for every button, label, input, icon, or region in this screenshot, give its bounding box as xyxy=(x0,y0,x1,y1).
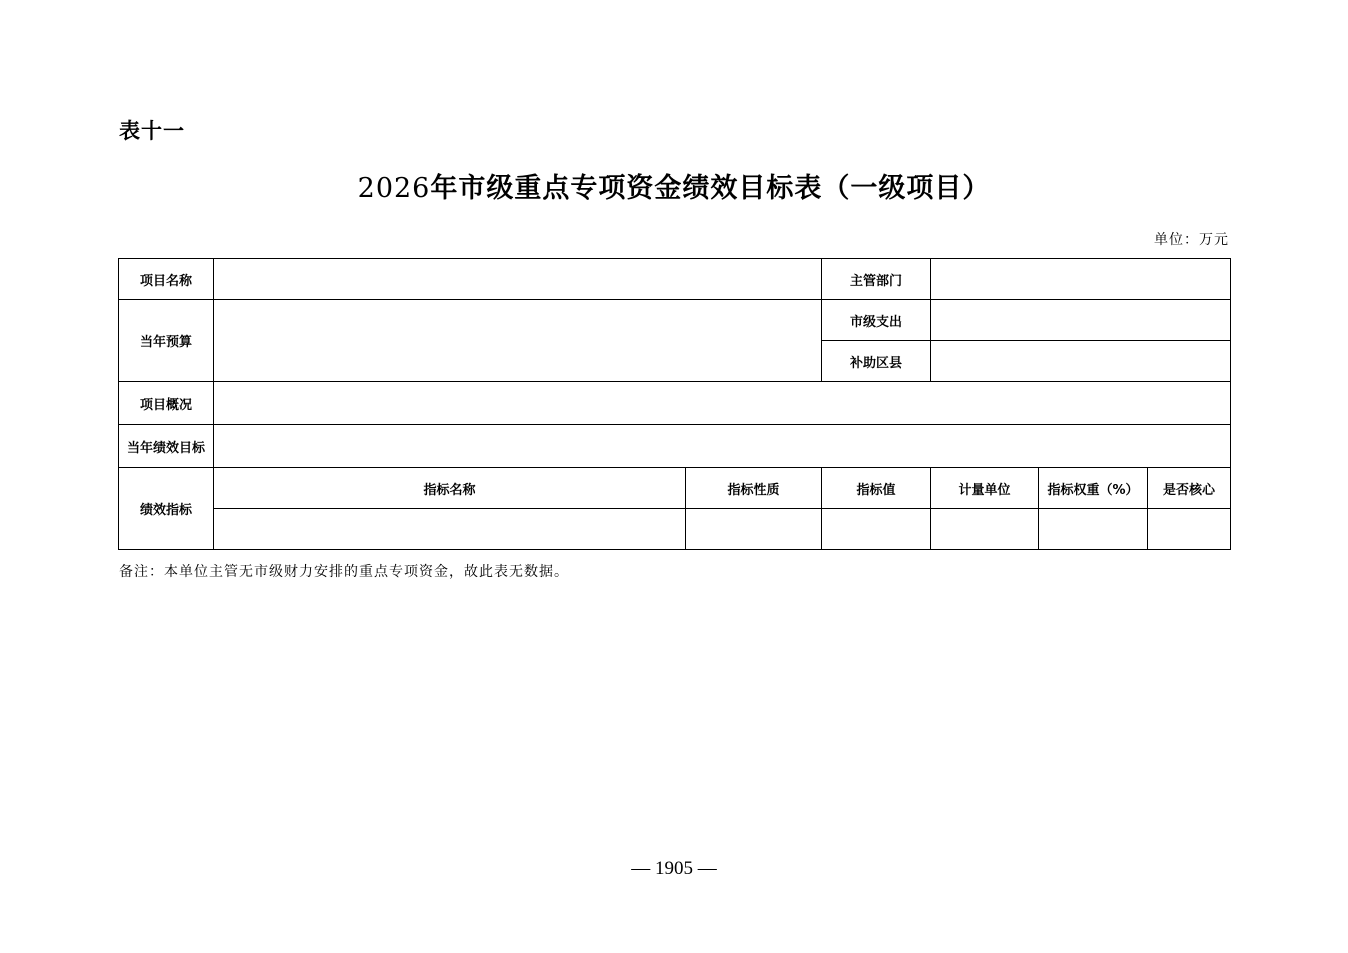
table-row xyxy=(119,425,1231,468)
budget-value xyxy=(214,300,822,382)
goal-label: 当年绩效目标 xyxy=(119,425,214,468)
table-row xyxy=(119,382,1231,425)
indicator-cell-weight xyxy=(1039,509,1148,550)
unit-label: 单位：万元 xyxy=(1154,232,1229,248)
city-expense-label: 市级支出 xyxy=(822,300,931,341)
overview-value xyxy=(214,382,1231,425)
page-title xyxy=(0,166,1348,205)
title-text: 年市级重点专项资金绩效目标表（一级项目） xyxy=(430,173,991,204)
indicator-header-nature: 指标性质 xyxy=(686,468,822,509)
goal-value xyxy=(214,425,1231,468)
table-row xyxy=(119,509,1231,550)
page-number: — 1905 — xyxy=(631,858,717,879)
table-number: 表十一 xyxy=(119,119,185,143)
indicator-cell-name xyxy=(214,509,686,550)
department-value xyxy=(931,259,1231,300)
budget-label: 当年预算 xyxy=(119,300,214,382)
overview-label: 项目概况 xyxy=(119,382,214,425)
indicator-cell-nature xyxy=(686,509,822,550)
table-row xyxy=(119,468,1231,509)
indicator-cell-value xyxy=(822,509,931,550)
project-name-value xyxy=(214,259,822,300)
indicator-header-weight: 指标权重（%） xyxy=(1039,468,1148,509)
table-row xyxy=(119,259,1231,300)
county-subsidy-value xyxy=(931,341,1231,382)
indicator-header-value: 指标值 xyxy=(822,468,931,509)
indicator-header-core: 是否核心 xyxy=(1148,468,1231,509)
performance-goal-table xyxy=(118,258,1231,550)
indicator-header-name: 指标名称 xyxy=(214,468,686,509)
project-name-label: 项目名称 xyxy=(119,259,214,300)
department-label: 主管部门 xyxy=(822,259,931,300)
title-year: 2026 xyxy=(357,173,431,204)
remark: 备注：本单位主管无市级财力安排的重点专项资金，故此表无数据。 xyxy=(119,564,569,580)
indicator-cell-core xyxy=(1148,509,1231,550)
county-subsidy-label: 补助区县 xyxy=(822,341,931,382)
indicator-cell-unit xyxy=(931,509,1039,550)
city-expense-value xyxy=(931,300,1231,341)
table-row xyxy=(119,300,1231,341)
indicators-label: 绩效指标 xyxy=(119,468,214,550)
indicator-header-unit: 计量单位 xyxy=(931,468,1039,509)
